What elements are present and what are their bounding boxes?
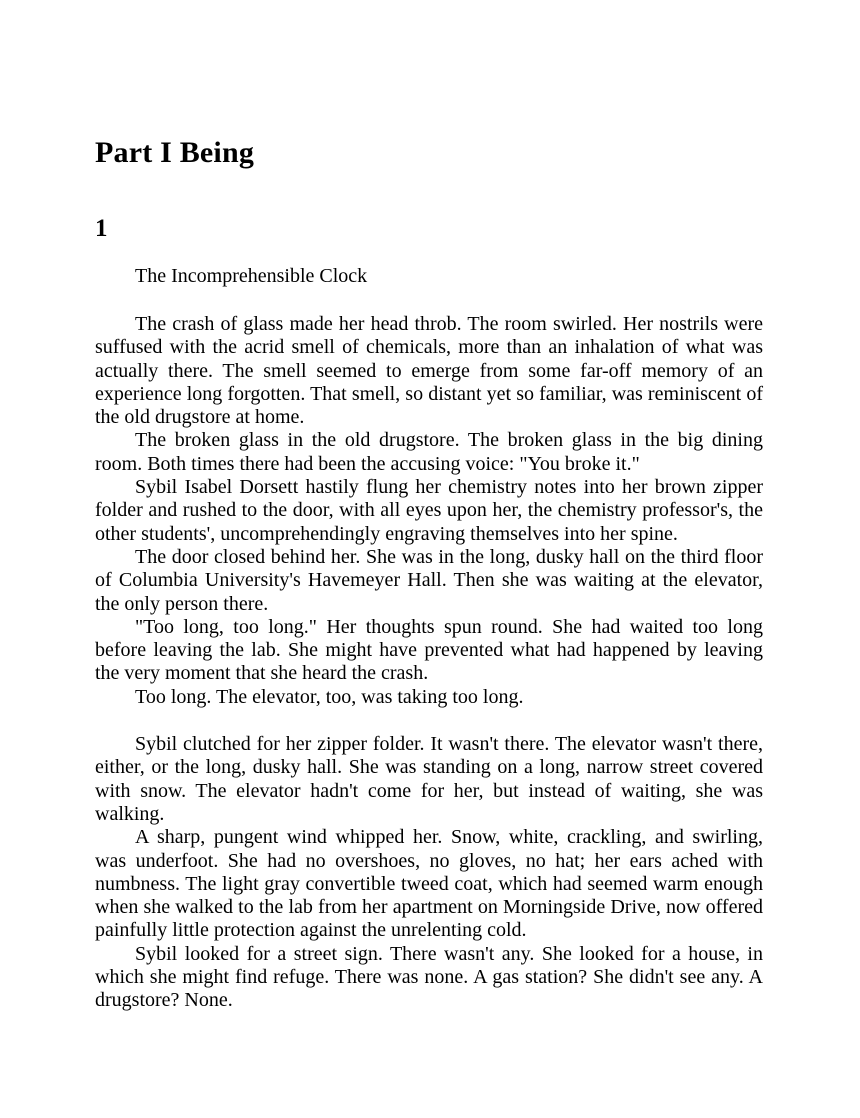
- part-heading: Part I Being: [95, 136, 255, 169]
- body-paragraph: The door closed behind her. She was in the long, dusky hall on the third floor of Columbia University's Havemeyer Hall. Then she was waiting at the elevator, the only person there.: [95, 545, 763, 615]
- body-paragraph: "Too long, too long." Her thoughts spun round. She had waited too long before leaving the lab. She might have prevented what had happened by leaving the very moment that she heard the crash.: [95, 615, 763, 685]
- chapter-title: The Incomprehensible Clock: [135, 265, 368, 287]
- body-paragraph: The broken glass in the old drugstore. The broken glass in the big dining room. Both times there had been the accusing voice: "You broke it.": [95, 429, 763, 475]
- chapter-body: [95, 313, 763, 1013]
- body-paragraph: Sybil looked for a street sign. There wasn't any. She looked for a house, in which she might find refuge. There was none. A gas station? She didn't see any. A drugstore? None.: [95, 942, 763, 1012]
- body-paragraph: Too long. The elevator, too, was taking too long.: [135, 685, 524, 708]
- body-paragraph: Sybil Isabel Dorsett hastily flung her chemistry notes into her brown zipper folder and rushed to the door, with all eyes upon her, the chemistry professor's, the other students', uncomprehendingly engraving themselves into her spine.: [95, 476, 763, 545]
- body-paragraph: A sharp, pungent wind whipped her. Snow, white, crackling, and swirling, was underfoot. She had no overshoes, no gloves, no hat; her ears ached with numbness. The light gray convertible tweed coat, which had seemed warm enough when she walked to the lab from her apartment on Morningside Drive, now offered painfully little protection against the unrelenting cold.: [95, 826, 763, 942]
- chapter-number: 1: [95, 215, 108, 242]
- body-paragraph: The crash of glass made her head throb. The room swirled. Her nostrils were suffused with the acrid smell of chemicals, more than an inhalation of what was actually there. The smell seemed to emerge from some far-off memory of an experience long forgotten. That smell, so distant yet so familiar, was reminiscent of the old drugstore at home.: [95, 313, 763, 429]
- body-paragraph: Sybil clutched for her zipper folder. It wasn't there. The elevator wasn't there, either, or the long, dusky hall. She was standing on a long, narrow street covered with snow. The elevator hadn't come for her, but instead of waiting, she was walking.: [95, 733, 763, 825]
